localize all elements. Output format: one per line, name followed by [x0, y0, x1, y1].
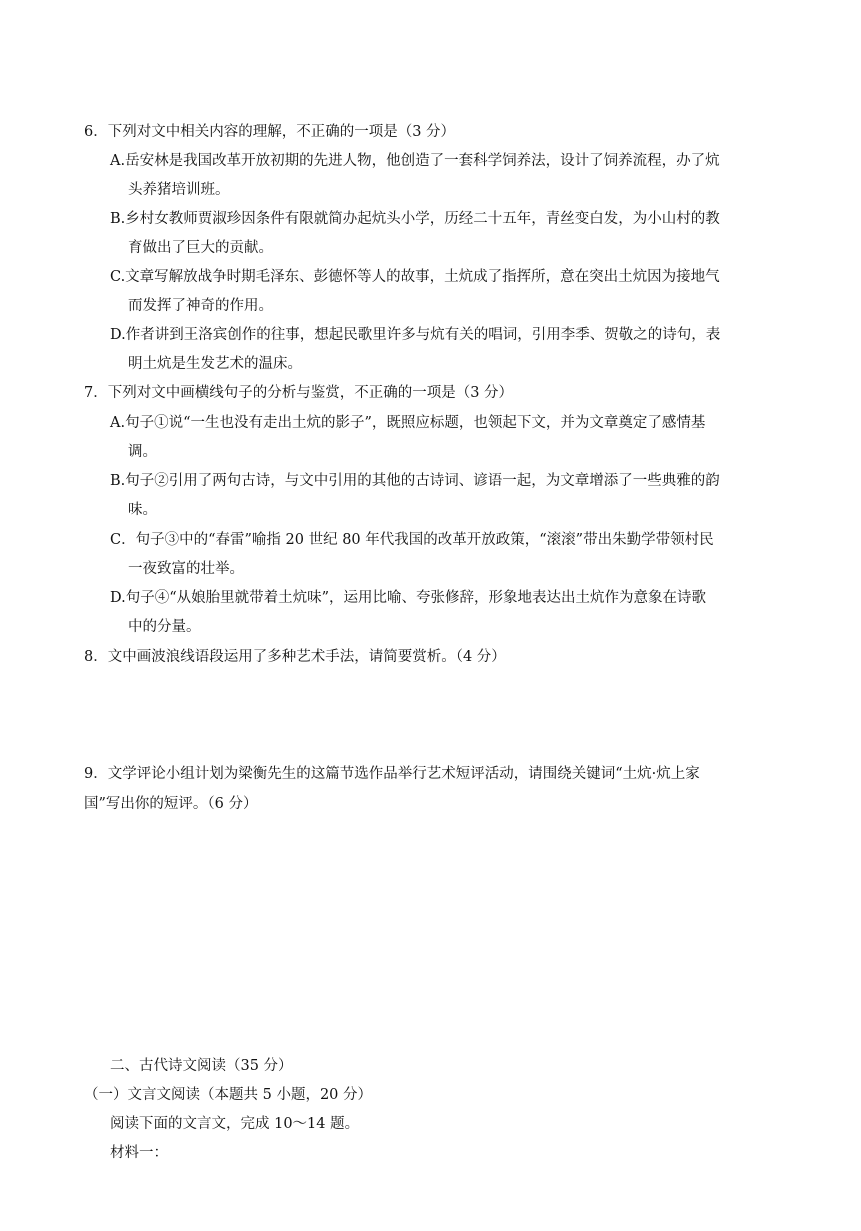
- question-6-stem: 6．下列对文中相关内容的理解，不正确的一项是（3 分）: [84, 124, 456, 140]
- question-8: 8．文中画波浪线语段运用了多种艺术手法，请简要赏析。（4 分）: [84, 649, 506, 665]
- question-7-stem: 7．下列对文中画横线句子的分析与鉴赏，不正确的一项是（3 分）: [84, 385, 514, 401]
- question-6-option-b: B.乡村女教师贾淑珍因条件有限就简办起炕头小学，历经二十五年，青丝变白发，为小山村的教: [110, 211, 720, 227]
- question-7-option-a: A.句子①说“一生也没有走出土炕的影子”，既照应标题，也领起下文，并为文章奠定了感情基: [110, 415, 706, 431]
- question-6-option-d-cont: 明土炕是生发艺术的温床。: [128, 356, 302, 372]
- question-6-option-c-cont: 而发挥了神奇的作用。: [128, 298, 273, 314]
- question-6-option-a: A.岳安林是我国改革开放初期的先进人物，他创造了一套科学饲养法，设计了饲养流程，办了炕: [110, 153, 720, 169]
- question-7-option-d: D.句子④“从娘胎里就带着土炕味”，运用比喻、夸张修辞，形象地表达出土炕作为意象在诗歌: [110, 590, 707, 606]
- question-6-option-c: C.文章写解放战争时期毛泽东、彭德怀等人的故事，土炕成了指挥所，意在突出土炕因为接地气: [110, 269, 720, 285]
- question-7-option-b: B.句子②引用了两句古诗，与文中引用的其他的古诗词、谚语一起，为文章增添了一些典雅的韵: [110, 473, 720, 489]
- question-9-line-1: 9．文学评论小组计划为梁衡先生的这篇节选作品举行艺术短评活动，请围绕关键词“土炕·炕上家: [84, 766, 700, 782]
- question-7-option-b-cont: 味。: [128, 502, 157, 518]
- material-label: 材料一：: [110, 1145, 168, 1161]
- question-7-option-c-cont: 一夜致富的壮举。: [128, 561, 244, 577]
- question-6-option-b-cont: 育做出了巨大的贡献。: [128, 240, 273, 256]
- question-7-option-a-cont: 调。: [128, 444, 157, 460]
- question-9-line-2: 国”写出你的短评。（6 分）: [84, 796, 258, 812]
- question-7-option-c: C．句子③中的“春雷”喻指 20 世纪 80 年代我国的改革开放政策，“滚滚”带出朱勤学带领村民: [110, 532, 714, 548]
- question-6-option-a-cont: 头养猪培训班。: [128, 182, 230, 198]
- question-6-option-d: D.作者讲到王洛宾创作的往事，想起民歌里许多与炕有关的唱词，引用李季、贺敬之的诗句，表: [110, 327, 721, 343]
- reading-instruction: 阅读下面的文言文，完成 10～14 题。: [110, 1116, 360, 1132]
- section-heading: 二、古代诗文阅读（35 分）: [110, 1058, 293, 1074]
- question-7-option-d-cont: 中的分量。: [128, 619, 201, 635]
- subsection-heading: （一）文言文阅读（本题共 5 小题，20 分）: [84, 1087, 373, 1103]
